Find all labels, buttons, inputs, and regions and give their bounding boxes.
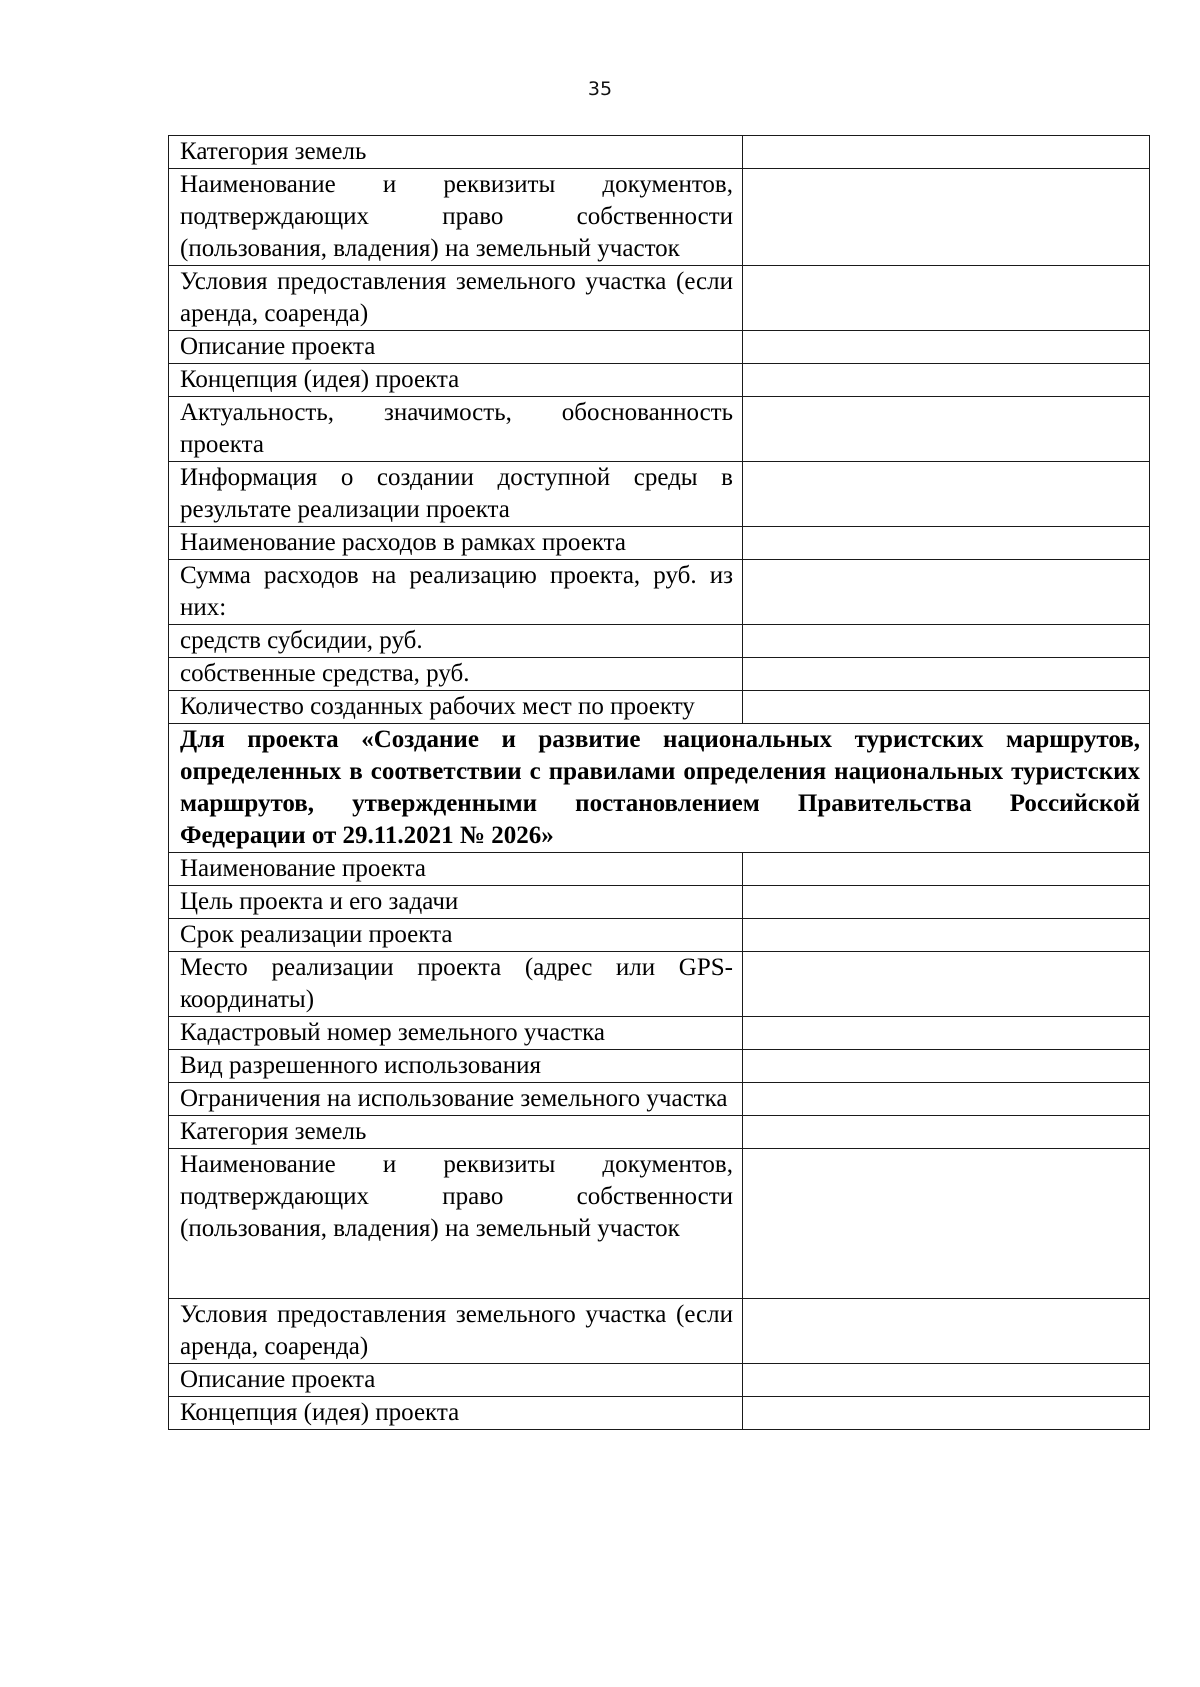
row-label: Концепция (идея) проекта (169, 1397, 743, 1430)
value-cell[interactable] (743, 1083, 1150, 1116)
value-cell[interactable] (743, 1017, 1150, 1050)
row-label: Количество созданных рабочих мест по проекту (169, 691, 743, 724)
table-row (169, 169, 1150, 266)
value-cell[interactable] (743, 952, 1150, 1017)
row-label: Категория земель (169, 1116, 743, 1149)
value-cell[interactable] (743, 625, 1150, 658)
value-cell[interactable] (743, 886, 1150, 919)
table-row (169, 625, 1150, 658)
value-cell[interactable] (743, 1299, 1150, 1364)
row-label: Условия предоставления земельного участка (если аренда, соаренда) (169, 266, 743, 331)
row-label: собственные средства, руб. (169, 658, 743, 691)
row-label: Наименование и реквизиты документов, подтверждающих право собственности (пользования, владения) на земельный участок (169, 1149, 743, 1299)
row-label: Наименование проекта (169, 853, 743, 886)
row-label: Наименование и реквизиты документов, подтверждающих право собственности (пользования, владения) на земельный участок (169, 169, 743, 266)
table-row (169, 136, 1150, 169)
table-row (169, 397, 1150, 462)
section-heading-row (169, 724, 1150, 853)
row-label: Ограничения на использование земельного участка (169, 1083, 743, 1116)
value-cell[interactable] (743, 364, 1150, 397)
table-row (169, 853, 1150, 886)
row-label: Условия предоставления земельного участка (если аренда, соаренда) (169, 1299, 743, 1364)
table-row (169, 1299, 1150, 1364)
table-row (169, 1397, 1150, 1430)
value-cell[interactable] (743, 527, 1150, 560)
row-label: Срок реализации проекта (169, 919, 743, 952)
table-row (169, 886, 1150, 919)
page-number: 35 (587, 78, 613, 100)
value-cell[interactable] (743, 658, 1150, 691)
row-label: Вид разрешенного использования (169, 1050, 743, 1083)
table-row (169, 1017, 1150, 1050)
table-row (169, 266, 1150, 331)
section-heading: Для проекта «Создание и развитие национальных туристских маршрутов, определенных в соответствии с правилами определения национальных туристских маршрутов, утвержденными постановлением Правительства Российской Федерации от 29.11.2021 № 2026» (169, 724, 1150, 853)
row-label: Актуальность, значимость, обоснованность проекта (169, 397, 743, 462)
value-cell[interactable] (743, 560, 1150, 625)
value-cell[interactable] (743, 1149, 1150, 1299)
row-label: Описание проекта (169, 1364, 743, 1397)
row-label: Сумма расходов на реализацию проекта, руб. из них: (169, 560, 743, 625)
row-label: Место реализации проекта (адрес или GPS-координаты) (169, 952, 743, 1017)
table-row (169, 658, 1150, 691)
value-cell[interactable] (743, 136, 1150, 169)
project-info-table (168, 135, 1150, 1430)
table-row (169, 331, 1150, 364)
table-row (169, 691, 1150, 724)
row-label: Наименование расходов в рамках проекта (169, 527, 743, 560)
value-cell[interactable] (743, 919, 1150, 952)
table-row (169, 364, 1150, 397)
value-cell[interactable] (743, 266, 1150, 331)
value-cell[interactable] (743, 169, 1150, 266)
value-cell[interactable] (743, 1116, 1150, 1149)
table-row (169, 1083, 1150, 1116)
table-row (169, 1364, 1150, 1397)
value-cell[interactable] (743, 691, 1150, 724)
row-label: Кадастровый номер земельного участка (169, 1017, 743, 1050)
row-label: Информация о создании доступной среды в результате реализации проекта (169, 462, 743, 527)
table-row (169, 1149, 1150, 1299)
value-cell[interactable] (743, 853, 1150, 886)
table-row (169, 462, 1150, 527)
row-label: Категория земель (169, 136, 743, 169)
table-row (169, 919, 1150, 952)
table-row (169, 1116, 1150, 1149)
table-row (169, 527, 1150, 560)
row-label: средств субсидии, руб. (169, 625, 743, 658)
row-label: Описание проекта (169, 331, 743, 364)
value-cell[interactable] (743, 1397, 1150, 1430)
row-label: Концепция (идея) проекта (169, 364, 743, 397)
value-cell[interactable] (743, 462, 1150, 527)
value-cell[interactable] (743, 397, 1150, 462)
table-row (169, 560, 1150, 625)
value-cell[interactable] (743, 331, 1150, 364)
row-label: Цель проекта и его задачи (169, 886, 743, 919)
table-row (169, 1050, 1150, 1083)
value-cell[interactable] (743, 1364, 1150, 1397)
table-row (169, 952, 1150, 1017)
value-cell[interactable] (743, 1050, 1150, 1083)
